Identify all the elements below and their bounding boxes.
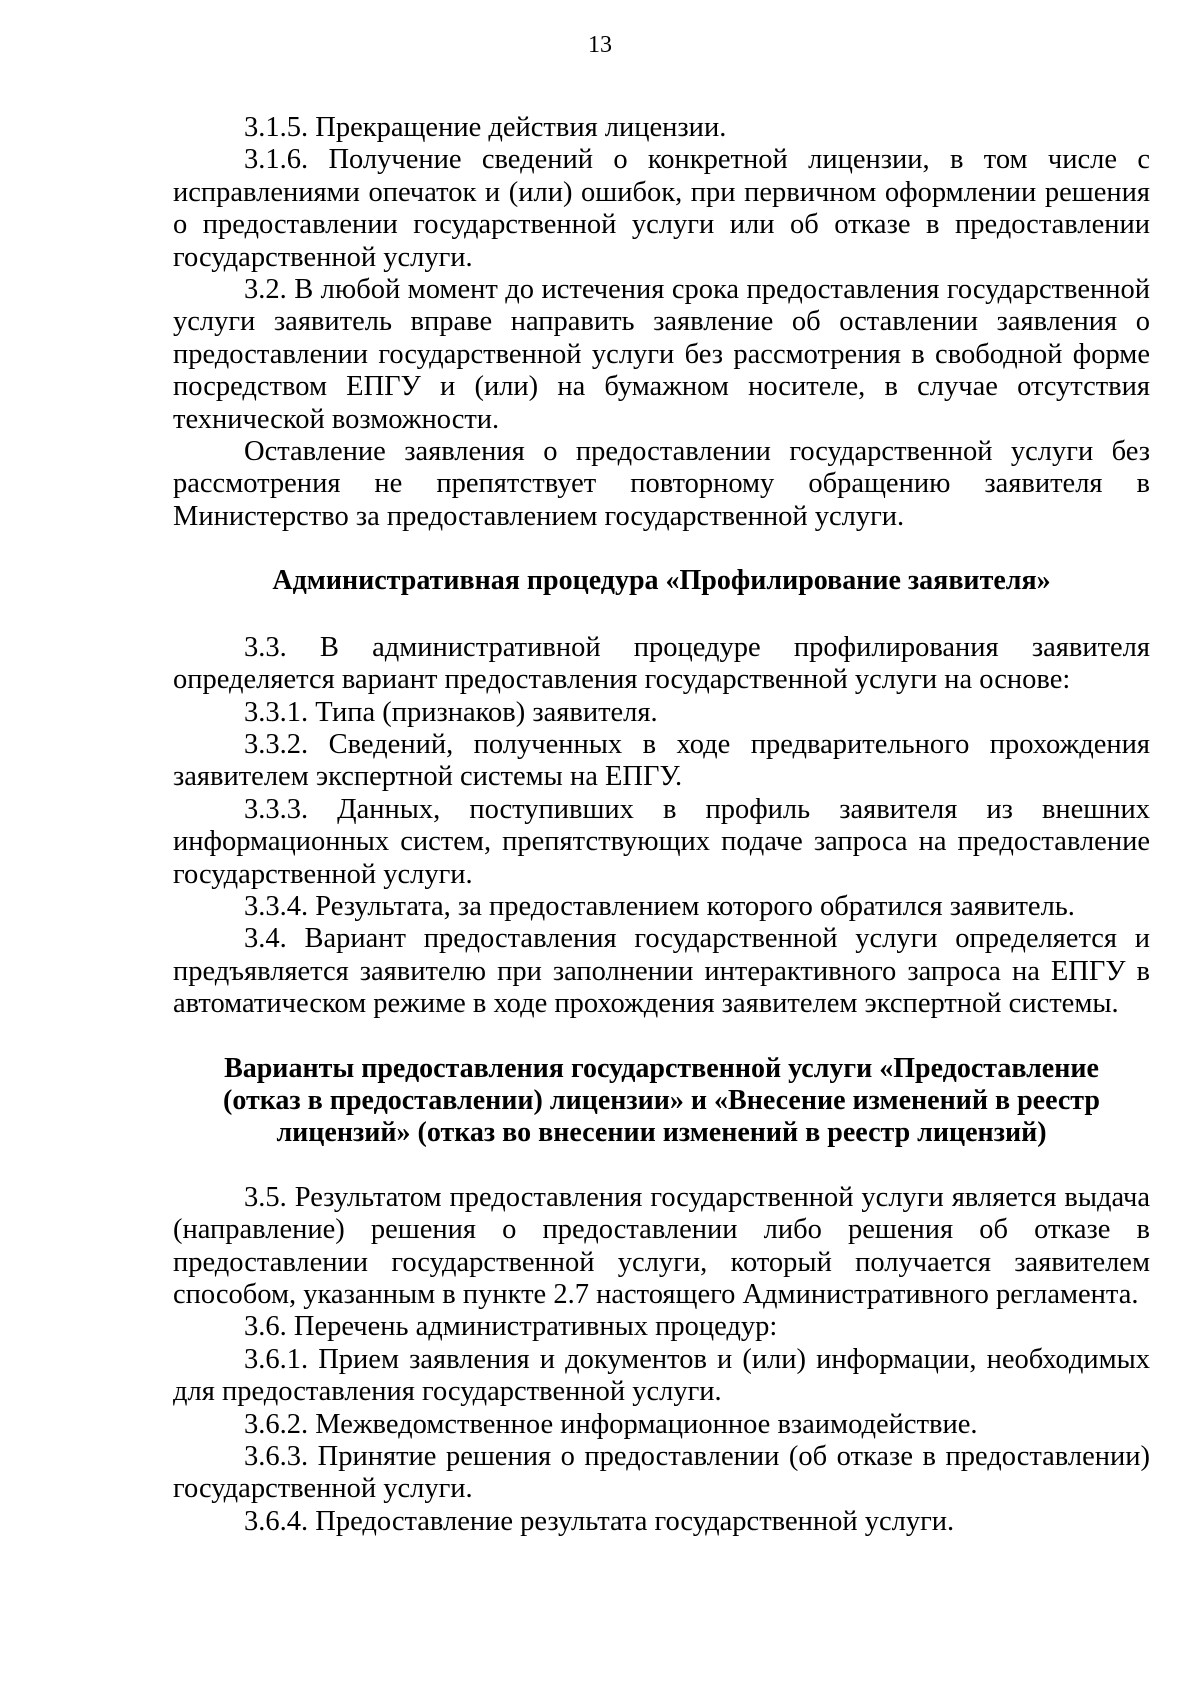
paragraph-3-3: 3.3. В административной процедуре профилирования заявителя определяется вариант предоставления государственной услуги на основе: xyxy=(173,631,1150,696)
document-body xyxy=(173,112,1150,1538)
paragraph-3-6-2: 3.6.2. Межведомственное информационное взаимодействие. xyxy=(244,1408,978,1440)
paragraph-3-3-2: 3.3.2. Сведений, полученных в ходе предварительного прохождения заявителем экспертной системы на ЕПГУ. xyxy=(173,728,1150,793)
section-profiling xyxy=(173,632,1150,1021)
paragraph-3-6-4: 3.6.4. Предоставление результата государственной услуги. xyxy=(244,1505,955,1537)
paragraph-3-3-1: 3.3.1. Типа (признаков) заявителя. xyxy=(244,696,658,728)
paragraph-3-1-6: 3.1.6. Получение сведений о конкретной лицензии, в том числе с исправлениями опечаток и (или) ошибок, при первичном оформлении решения о предоставлении государственной услуги или об отказе в предоставлении государственной услуги. xyxy=(173,144,1150,273)
heading-service-variants xyxy=(173,1053,1150,1150)
paragraph-3-4: 3.4. Вариант предоставления государственной услуги определяется и предъявляется заявителю при заполнении интерактивного запроса на ЕПГУ в автоматическом режиме в ходе прохождения заявителем экспертной системы. xyxy=(173,923,1150,1020)
paragraph-withdrawal: Оставление заявления о предоставлении государственной услуги без рассмотрения не препятствует повторному обращению заявителя в Министерство за предоставлением государственной услуги. xyxy=(173,436,1150,532)
paragraph-3-6-3: 3.6.3. Принятие решения о предоставлении (об отказе в предоставлении) государственной услуги. xyxy=(173,1441,1150,1505)
paragraph-3-6-1: 3.6.1. Прием заявления и документов и (или) информации, необходимых для предоставления государственной услуги. xyxy=(173,1343,1150,1408)
heading-profiling-procedure: Административная процедура «Профилирование заявителя» xyxy=(272,565,1051,597)
page-number: 13 xyxy=(588,32,612,58)
heading-line: лицензий» (отказ во внесении изменений в реестр лицензий) xyxy=(276,1117,1047,1149)
heading-line: (отказ в предоставлении) лицензии» и «Внесение изменений в реестр xyxy=(223,1084,1100,1116)
section-variants xyxy=(173,1182,1150,1538)
paragraph-3-2: 3.2. В любой момент до истечения срока предоставления государственной услуги заявитель вправе направить заявление об оставлении заявления о предоставлении государственной услуги без рассмотрения в свободной форме посредством ЕПГУ и (или) на бумажном носителе, в случае отсутствия технической возможности. xyxy=(173,274,1150,435)
paragraph-3-5: 3.5. Результатом предоставления государственной услуги является выдача (направление) решения о предоставлении либо решения об отказе в предоставлении государственной услуги, который получается заявителем способом, указанным в пункте 2.7 настоящего Административного регламента. xyxy=(173,1181,1150,1310)
paragraph-3-1-5: 3.1.5. Прекращение действия лицензии. xyxy=(244,112,727,143)
paragraph-3-3-3: 3.3.3. Данных, поступивших в профиль заявителя из внешних информационных систем, препятствующих подаче запроса на предоставление государственной услуги. xyxy=(173,793,1150,890)
heading-line: Варианты предоставления государственной услуги «Предоставление xyxy=(224,1052,1099,1084)
paragraph-3-6: 3.6. Перечень административных процедур: xyxy=(244,1311,778,1343)
paragraph-3-3-4: 3.3.4. Результата, за предоставлением которого обратился заявитель. xyxy=(244,890,1075,922)
